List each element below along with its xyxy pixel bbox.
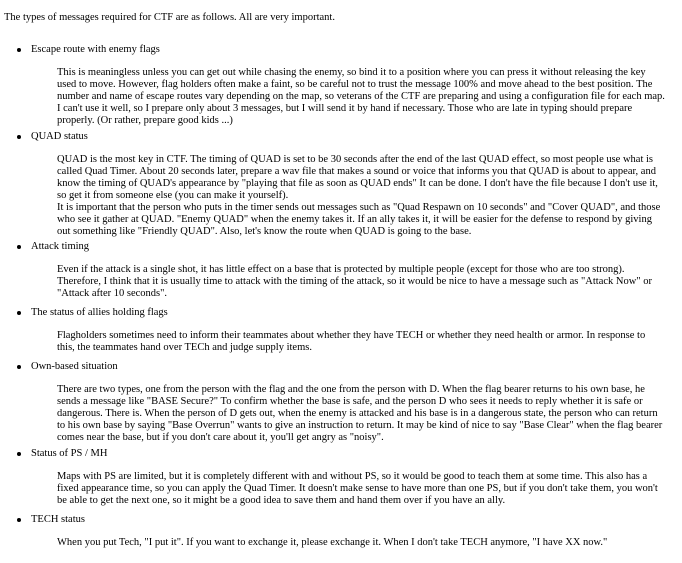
list-item-escape-route: [15, 44, 665, 126]
item-body-continued: It is important that the person who puts in the timer sends out messages such as "Quad Respawn on 10 seconds" and "Cover QUAD", and those who see it gather at QUAD. "Enemy QUAD" when the enemy takes it. If an ally takes it, it will be easier for the defense to respond by giving out something like "Friendly QUAD". Also, let's know the route when QUAD is going to the base.: [57, 202, 661, 237]
list-item-quad-status: [15, 131, 665, 237]
item-body: When you put Tech, "I put it". If you want to exchange it, please exchange it. When I don't take TECH anymore, "I have XX now.": [57, 537, 608, 548]
bullet-icon: [17, 452, 21, 456]
list-item-ally-flag-status: [15, 307, 665, 353]
bullet-icon: [17, 311, 21, 315]
item-title: Own-based situation: [15, 361, 665, 373]
item-body: Maps with PS are limited, but it is completely different with and without PS, so it would be good to teach them at some time. This also has a fixed appearance time, so you can apply the Quad Timer. It doesn't make sense to have more than one PS, but if you don't take them, you won't be able to get the next one, so it might be a good idea to save them and hand them over if you have an ally.: [57, 471, 658, 506]
item-body: There are two types, one from the person with the flag and the one from the person with D. When the flag bearer returns to his own base, he sends a message like "BASE Secure?" To confirm whether the base is safe, and the person D who sees it needs to reply whether it is safe or dangerous. There is. When the person of D gets out, when the enemy is attacked and his base is in a dangerous state, the person who can return to his own base by saying "Base Overrun" wants to give an instruction to return. It may be kind of nice to say "Base Clear" when the flag bearer comes near the base, but if you don't care about it, you'll get angry as "noisy".: [57, 384, 663, 443]
list-item-tech-status: [15, 514, 665, 548]
item-body: Flagholders sometimes need to inform their teammates about whether they have TECH or whether they need health or armor. In response to this, the teammates hand over TECh and judge supply items.: [57, 330, 646, 353]
item-title: TECH status: [15, 514, 665, 526]
intro-text: The types of messages required for CTF are as follows. All are very important.: [4, 12, 335, 23]
list-item-attack-timing: [15, 241, 665, 299]
list-item-ps-mh-status: [15, 448, 665, 506]
bullet-icon: [17, 365, 21, 369]
item-body: QUAD is the most key in CTF. The timing of QUAD is set to be 30 seconds after the end of the last QUAD effect, so most people use what is called Quad Timer. About 20 seconds later, prepare a wav file that makes a sound or voice that informs you that QUAD is about to appear, and know the timing of QUAD's appearance by "playing that file as soon as QUAD ends" It can be done. I don't have the file because I don't use it, so get it from someone else (you can make it yourself).: [57, 154, 658, 201]
item-title: Status of PS / MH: [15, 448, 665, 460]
list-item-own-base-situation: [15, 361, 665, 443]
bullet-icon: [17, 245, 21, 249]
item-title: QUAD status: [15, 131, 665, 143]
item-body: This is meaningless unless you can get out while chasing the enemy, so bind it to a position where you can press it without releasing the key used to move. However, flag holders often make a faint, so be careful not to trust the message 100% and move ahead to the best position. The number and name of escape routes vary depending on the map, so veterans of the CTF are preparing and using a configuration file for each map. I can't use it well, so I prepare only about 3 messages, but I will send it by hand if necessary. Those who are late in typing should prepare properly. (Or rather, prepare good kids ...): [57, 67, 665, 126]
item-title: The status of allies holding flags: [15, 307, 665, 319]
item-body: Even if the attack is a single shot, it has little effect on a base that is protected by multiple people (except for those who are too strong). Therefore, I think that it is usually time to attack with the timing of the attack, so it would be nice to have a message such as "Attack Now" or "Attack after 10 seconds".: [57, 264, 652, 299]
bullet-icon: [17, 518, 21, 522]
bullet-icon: [17, 48, 21, 52]
item-title: Escape route with enemy flags: [15, 44, 665, 56]
item-title: Attack timing: [15, 241, 665, 253]
bullet-icon: [17, 135, 21, 139]
